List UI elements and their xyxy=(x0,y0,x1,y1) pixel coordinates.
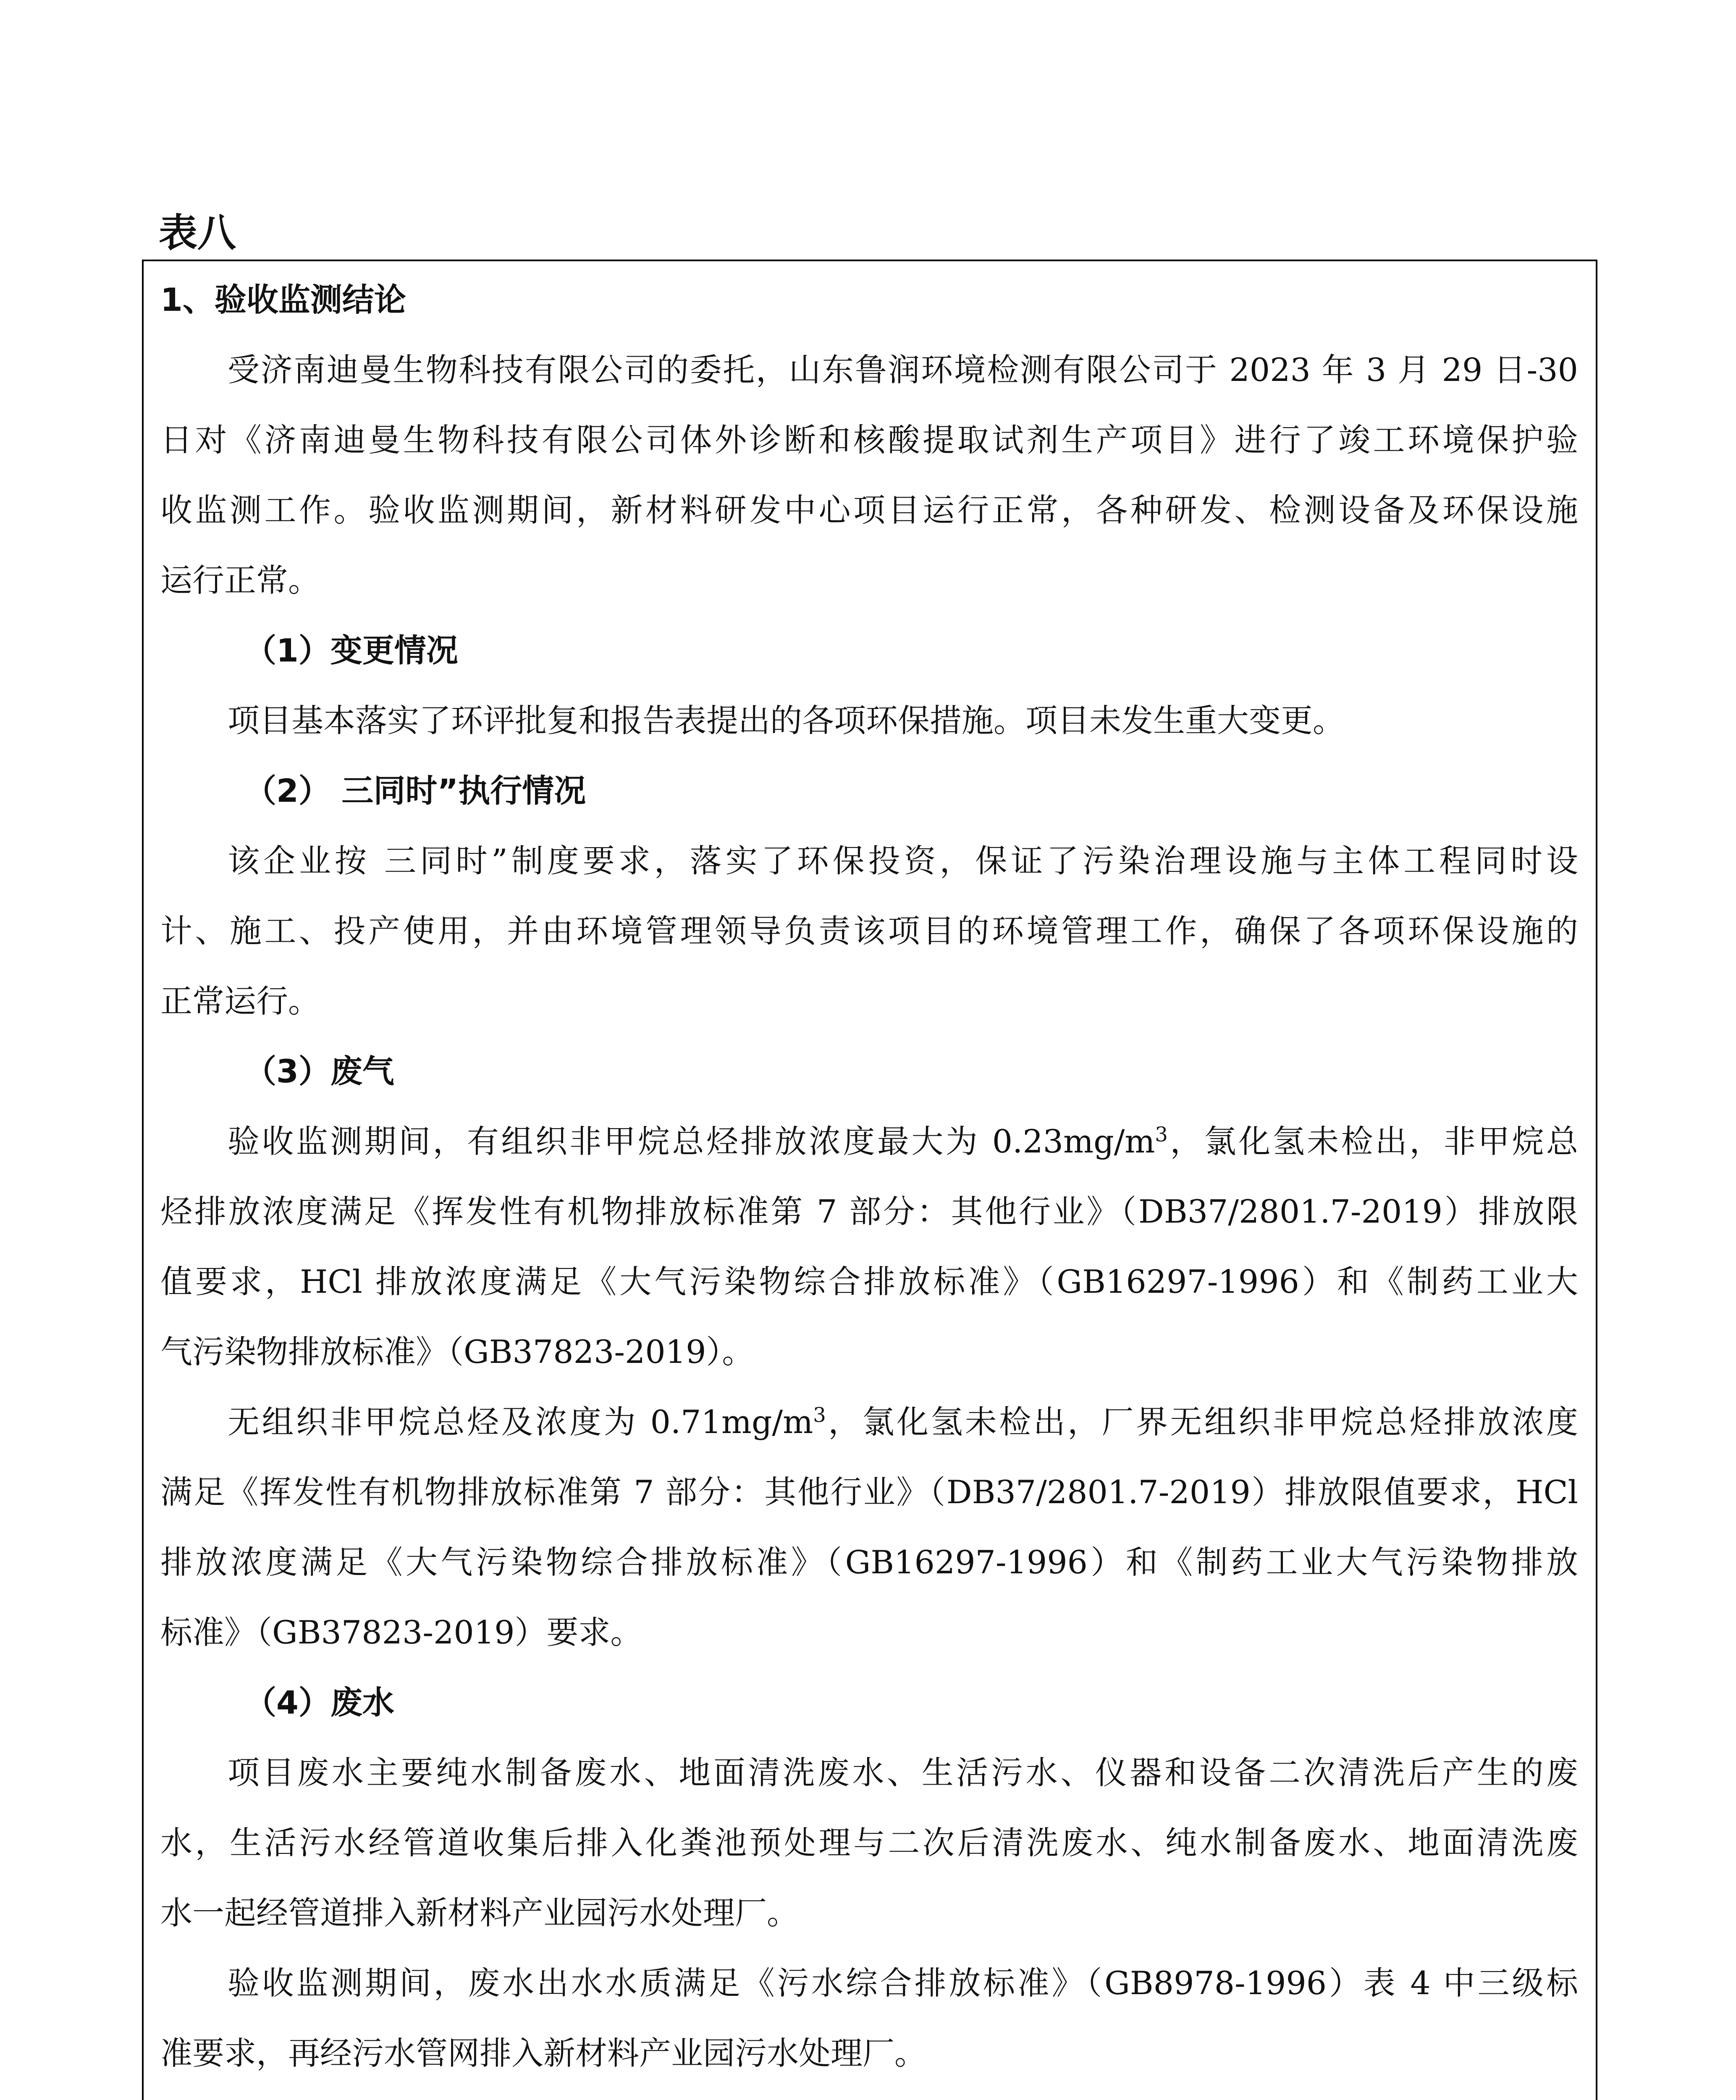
exhaust-superscript: 3 xyxy=(1155,1123,1168,1147)
change-heading: （1）变更情况 xyxy=(244,632,458,669)
section-title: 1、验收监测结论 xyxy=(160,281,406,318)
exhaust-heading: （3）废气 xyxy=(244,1053,394,1090)
three-simultaneous-heading: （2） 三同时”执行情况 xyxy=(244,772,586,809)
three-simultaneous-line: 该企业按 三同时”制度要求，落实了环保投资，保证了污染治理设施与主体工程同时设 xyxy=(228,842,1578,879)
wastewater-line: 项目废水主要纯水制备废水、地面清洗废水、生活污水、仪器和设备二次清洗后产生的废 xyxy=(228,1754,1578,1791)
exhaust-line: 排放浓度满足《大气污染物综合排放标准》（GB16297-1996）和《制药工业大气污染物排放 xyxy=(160,1544,1578,1581)
wastewater-line: 验收监测期间，废水出水水质满足《污水综合排放标准》（GB8978-1996）表 4 中三级标 xyxy=(228,1964,1578,2002)
exhaust-line: 气污染物排放标准》（GB37823-2019）。 xyxy=(160,1333,754,1370)
intro-line: 受济南迪曼生物科技有限公司的委托，山东鲁润环境检测有限公司于 2023 年 3 月 29 日-30 xyxy=(228,351,1578,388)
three-simultaneous-line: 计、施工、投产使用，并由环境管理领导负责该项目的环境管理工作，确保了各项环保设施的 xyxy=(160,912,1578,950)
wastewater-heading: （4）废水 xyxy=(244,1684,394,1721)
wastewater-line: 准要求，再经污水管网排入新材料产业园污水处理厂。 xyxy=(160,2034,926,2072)
exhaust-line xyxy=(160,1106,1578,1176)
exhaust-text: 验收监测期间，有组织非甲烷总烃排放浓度最大为 0.23mg/m xyxy=(228,1123,1155,1160)
conclusion-table xyxy=(142,260,1597,2100)
exhaust-line xyxy=(160,1387,1578,1457)
wastewater-line: 水，生活污水经管道收集后排入化粪池预处理与二次后清洗废水、纯水制备废水、地面清洗废 xyxy=(160,1824,1578,1861)
intro-line: 日对《济南迪曼生物科技有限公司体外诊断和核酸提取试剂生产项目》进行了竣工环境保护验 xyxy=(160,421,1578,459)
table-title: 表八 xyxy=(159,210,236,255)
exhaust-text: ，氯化氢未检出，非甲烷总 xyxy=(1167,1123,1579,1160)
exhaust-text: ，氯化氢未检出，厂界无组织非甲烷总烃排放浓度 xyxy=(826,1403,1579,1441)
exhaust-line: 满足《挥发性有机物排放标准第 7 部分：其他行业》（DB37/2801.7-2019）排放限值要求，HCl xyxy=(160,1473,1578,1511)
conclusion-content xyxy=(160,265,1578,2100)
noise-heading xyxy=(160,2088,1578,2100)
exhaust-line: 烃排放浓度满足《挥发性有机物排放标准第 7 部分：其他行业》（DB37/2801.7-2019）排放限 xyxy=(160,1193,1578,1230)
exhaust-line: 标准》（GB37823-2019）要求。 xyxy=(160,1614,642,1651)
intro-line: 收监测工作。验收监测期间，新材料研发中心项目运行正常，各种研发、检测设备及环保设施 xyxy=(160,491,1578,529)
intro-line: 运行正常。 xyxy=(160,562,320,599)
exhaust-line: 值要求，HCl 排放浓度满足《大气污染物综合排放标准》（GB16297-1996）和《制药工业大 xyxy=(160,1263,1578,1300)
three-simultaneous-line: 正常运行。 xyxy=(160,982,320,1020)
change-line: 项目基本落实了环评批复和报告表提出的各项环保措施。项目未发生重大变更。 xyxy=(228,702,1345,739)
exhaust-superscript: 3 xyxy=(813,1403,826,1427)
wastewater-line: 水一起经管道排入新材料产业园污水处理厂。 xyxy=(160,1894,799,1932)
exhaust-text: 无组织非甲烷总烃及浓度为 0.71mg/m xyxy=(228,1403,813,1441)
